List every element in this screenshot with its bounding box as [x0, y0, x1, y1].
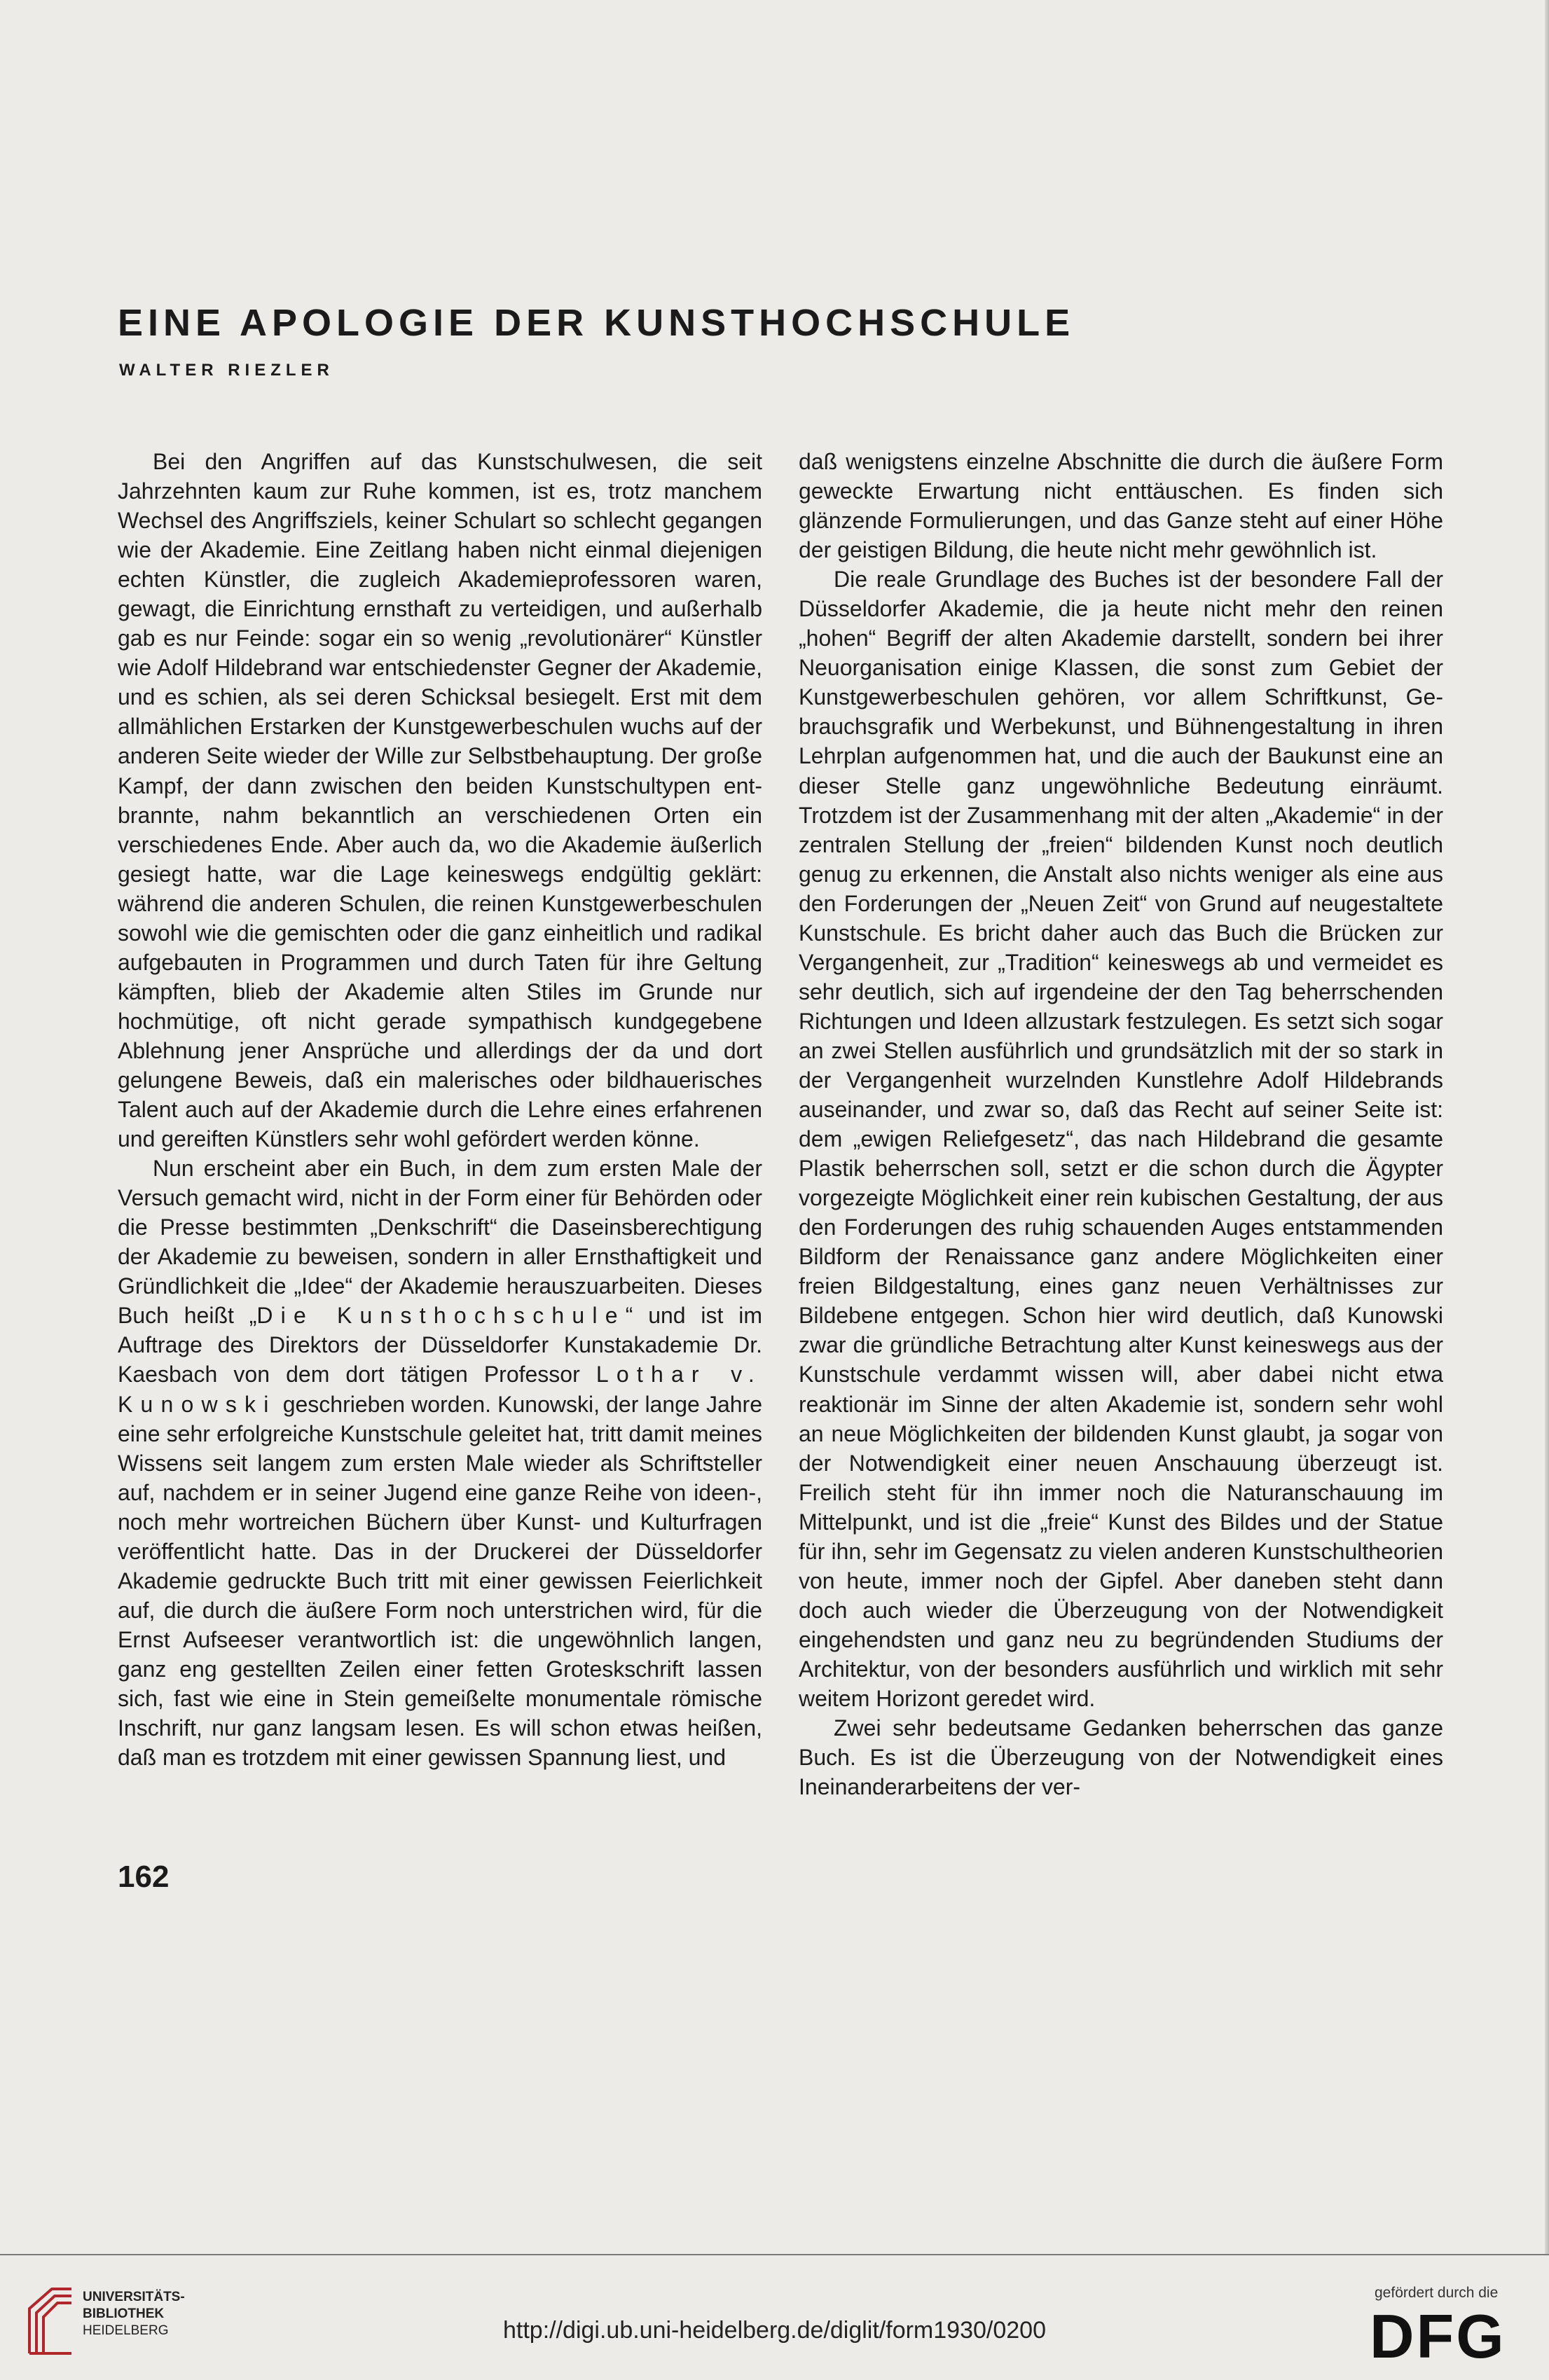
article-title: EINE APOLOGIE DER KUNSTHOCHSCHULE: [118, 302, 1075, 344]
paragraph: Bei den Angriffen auf das Kunstschulwesen, die seit Jahrzehnten kaum zur Ruhe kommen, ist es, trotz manchem Wechsel des Angriffsziels, keiner Schulart so schlecht gegangen wie der Akademie. Eine Zeitlang haben nicht einmal diejenigen echten Künstler, die zugleich Akademieprofessoren waren, gewagt, die Einrichtung ernsthaft zu verteidigen, und außerhalb gab es nur Feinde: sogar ein so wenig „revolutionärer“ Künstler wie Adolf Hildebrand war entschiedenster Gegner der Akademie, und es schien, als sei deren Schicksal besiegelt. Erst mit dem allmählichen Erstarken der Kunstgewerbeschulen wuchs auf der anderen Seite wieder der Wille zur Selbstbehauptung. Der große Kampf, der dann zwischen den beiden Kunstschultypen entbrannte, nahm bekanntlich an verschiedenen Orten ein verschiedenes Ende. Aber auch da, wo die Akademie äußerlich gesiegt hatte, war die Lage keineswegs endgültig geklärt: während die anderen Schulen, die reinen Kunstgewerbeschulen sowohl wie die gemischten oder die ganz einheitlich und radikal aufgebauten in Programmen und durch Taten für ihre Geltung kämpften, blieb der Akademie alten Stiles im Grunde nur hochmütige, oft nicht gerade sympathisch kundgegebene Ablehnung jener Ansprüche und allerdings der da und dort gelungene Beweis, daß ein malerisches oder bildhauerisches Talent auch auf der Akademie durch die Lehre eines erfahrenen und gereiften Künstlers sehr wohl gefördert werden könne.: [118, 449, 762, 1152]
text-segment: Nun erscheint aber ein Buch, in dem zum ersten Male der Versuch gemacht wird, nicht in der Form einer für Behörden oder die Presse bestimmten „Denkschrift“ die Daseinsberechtigung der Akademie zu beweisen, sondern in aller Ernsthaftigkeit und Gründlichkeit die „Idee“ der Akademie herauszuarbeiten. Dieses Buch heißt „: [118, 1156, 762, 1329]
page-number: 162: [118, 1860, 170, 1894]
paragraph: [118, 1154, 762, 1772]
library-name: UNIVERSITÄTS- BIBLIOTHEK HEIDELBERG: [83, 2290, 185, 2338]
page-edge: [1545, 0, 1549, 2380]
article-author: WALTER RIEZLER: [119, 361, 334, 380]
dfg-logo: DFG: [1370, 2302, 1506, 2371]
book-title: Die Kunsthochschule: [256, 1303, 626, 1329]
paragraph: daß wenigstens einzelne Abschnitte die durch die äußere Form geweckte Erwartung nicht enttäuschen. Es finden sich glänzende Formulierungen, und das Ganze steht auf einer Höhe der geistigen Bildung, die heute nicht mehr gewöhnlich ist.: [799, 449, 1443, 563]
footer: [0, 2255, 1549, 2380]
right-column: [799, 447, 1443, 1801]
text-segment: geschrieben worden. Kunowski, der lange Jahre eine sehr erfolgreiche Kunstschule geleitet hat, tritt damit meines Wissens seit langem zum ersten Male wieder als Schriftsteller auf, nachdem er in seiner Jugend eine ganze Reihe von ideen-, noch mehr wortreichen Büchern über Kunst- und Kulturfragen veröffentlicht hatte. Das in der Druckerei der Düsseldorfer Akademie gedruckte Buch tritt mit einer gewissen Feierlichkeit auf, die durch die äußere Form noch unterstrichen wird, für die Ernst Aufseeser verantwortlich ist: die ungewöhnlich langen, ganz eng gestellten Zeilen einer fetten Groteskschrift lassen sich, fast wie eine in Stein gemeißelte monumentale römische Inschrift, nur ganz langsam lesen. Es will schon etwas heißen, daß man es trotzdem mit einer gewissen Spannung liest, und: [118, 1391, 762, 1771]
paragraph: Zwei sehr bedeutsame Gedanken beherrschen das ganze Buch. Es ist die Überzeugung von der Notwendigkeit eines Ineinanderarbeitens der ver-: [799, 1715, 1443, 1800]
source-url-link[interactable]: http://digi.ub.uni-heidelberg.de/diglit/form1930/0200: [503, 2317, 1046, 2344]
author-name: Lothar v. Kunowski: [118, 1362, 762, 1417]
funding-note: gefördert durch die: [1375, 2285, 1499, 2301]
paragraph: Die reale Grundlage des Buches ist der besondere Fall der Düsseldorfer Akademie, die ja heute nicht mehr den reinen „hohen“ Begriff der alten Akademie darstellt, sondern bei ihrer Neuorganisation einige Klassen, die sonst zum Gebiet der Kunstgewerbeschulen gehören, vor allem Schriftkunst, Gebrauchsgrafik und Werbekunst, und Bühnengestaltung in ihren Lehrplan aufgenommen hat, und die auch der Baukunst eine an dieser Stelle ganz ungewöhnliche Bedeutung einräumt. Trotzdem ist der Zusammenhang mit der alten „Akademie“ in der zentralen Stellung der „freien“ bildenden Kunst noch deutlich genug zu erkennen, die Anstalt also nichts weniger als eine aus den Forderungen der „Neuen Zeit“ von Grund auf neugestaltete Kunstschule. Es bricht daher auch das Buch die Brücken zur Vergangenheit, zur „Tradition“ keineswegs ab und vermeidet es sehr deutlich, sich auf irgendeine der den Tag beherrschenden Richtungen und Ideen allzustark festzulegen. Es setzt sich sogar an zwei Stellen ausführlich und grundsätzlich mit der so stark in der Vergangenheit wurzelnden Kunstlehre Adolf Hildebrands auseinander, und zwar so, daß das Recht auf seiner Seite ist: dem „ewigen Reliefgesetz“, das nach Hildebrand die gesamte Plastik beherrschen soll, setzt er die schon durch die Ägypter vorgezeigte Möglichkeit einer rein kubischen Gestaltung, der aus den Forderungen des ruhig schauenden Auges entstammenden Bildform der Renaissance ganz andere Möglichkeiten einer freien Bildgestaltung, eines ganz neuen Verhältnisses zur Bildebene entgegen. Schon hier wird deutlich, daß Kunowski zwar die gründliche Betrachtung alter Kunst keineswegs aus der Kunstschule verdammt wissen will, aber dabei nicht etwa reaktionär im Sinne der alten Akademie ist, sondern sehr wohl an neue Möglichkeiten der bildenden Kunst glaubt, ja sogar von der Notwendigkeit einer neuen Anschauung überzeugt ist. Freilich steht für ihn immer noch die Naturanschauung im Mittelpunkt, und ist die „freie“ Kunst des Bildes und der Statue für ihn, sehr im Gegensatz zu vielen anderen Kunstschultheorien von heute, immer noch der Gipfel. Aber daneben steht dann doch auch wieder die Überzeugung von der Notwendigkeit eingehendsten und ganz neu zu begründenden Studiums der Architektur, von der besonders ausführlich und wirklich mit sehr weitem Horizont geredet wird.: [799, 567, 1443, 1711]
text-segment: “ und ist im Auftrage des Direktors der Düsseldorfer Kunstakademie Dr. Kaesbach von dem dort tätigen Professor: [118, 1303, 763, 1388]
left-column: [118, 447, 762, 1772]
